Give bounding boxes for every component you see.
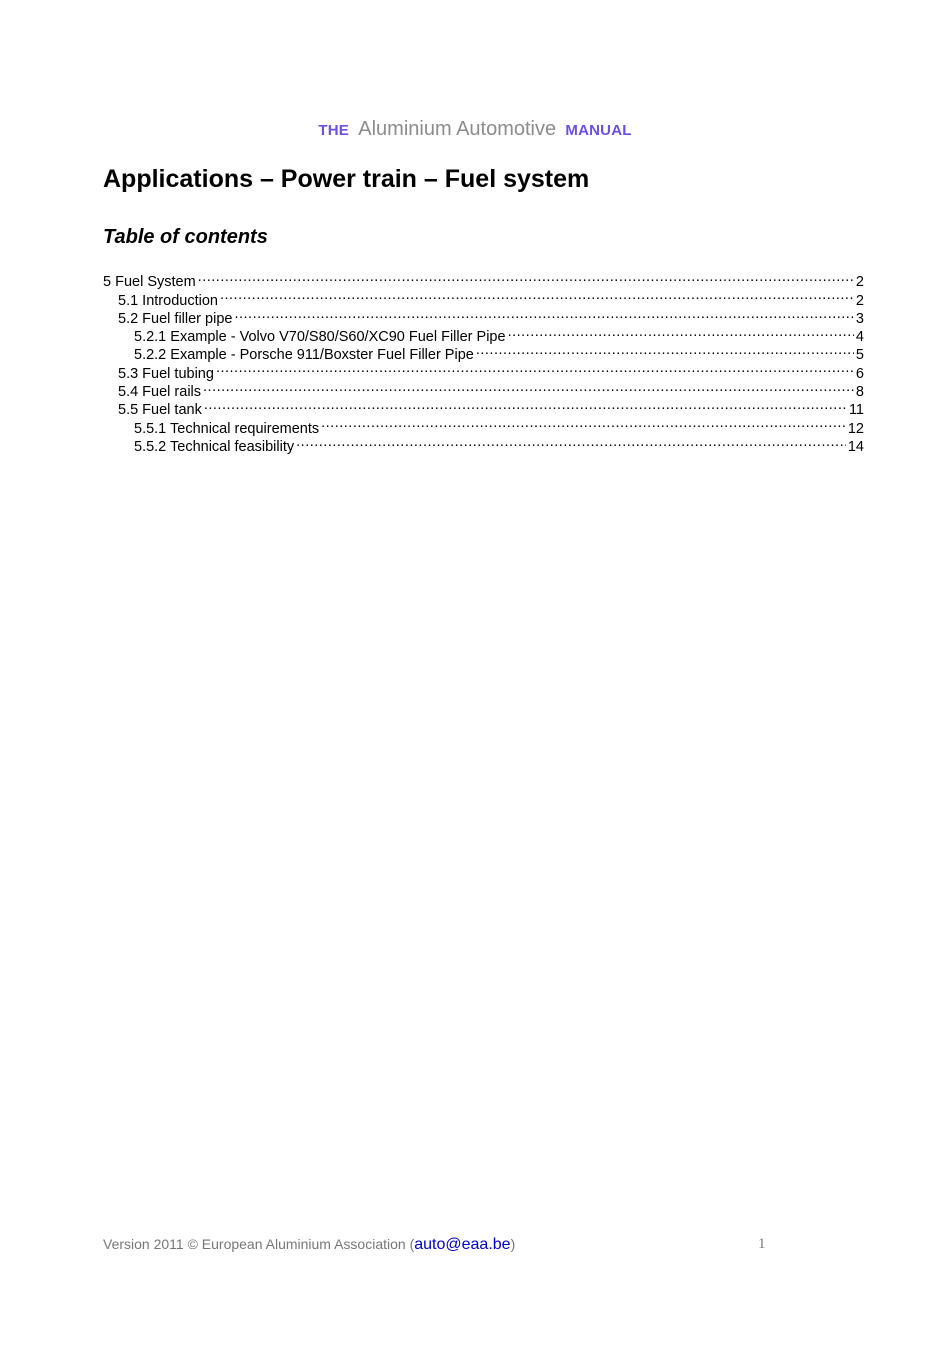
toc-leader-dots <box>321 414 846 432</box>
toc-entry-label: 5.1 Introduction <box>118 292 218 309</box>
toc-leader-dots <box>216 359 854 377</box>
header-main: Aluminium Automotive <box>358 118 557 140</box>
toc-leader-dots <box>234 305 853 323</box>
toc-leader-dots <box>476 341 854 359</box>
page-title: Applications – Power train – Fuel system <box>103 165 590 193</box>
toc-entry-page: 5 <box>855 347 864 364</box>
toc-entry-label: 5.2.2 Example - Porsche 911/Boxster Fuel Filler Pipe <box>134 347 474 364</box>
toc-entry-page: 14 <box>847 438 864 455</box>
toc-entry-label: 5.5.1 Technical requirements <box>134 420 320 437</box>
table-of-contents <box>103 268 864 455</box>
toc-leader-dots <box>508 323 854 341</box>
toc-leader-dots <box>198 268 854 286</box>
toc-entry-label: 5.3 Fuel tubing <box>118 365 214 382</box>
toc-leader-dots <box>220 286 854 304</box>
toc-entry-label: 5.5 Fuel tank <box>118 402 202 419</box>
header-suffix: MANUAL <box>565 122 632 139</box>
toc-entry[interactable] <box>103 378 864 401</box>
toc-entry-page: 8 <box>855 384 864 401</box>
toc-entry-page: 2 <box>855 274 864 291</box>
toc-leader-dots <box>296 433 846 451</box>
page-footer <box>103 1236 515 1254</box>
toc-entry[interactable] <box>103 396 864 419</box>
toc-entry-page: 2 <box>855 292 864 309</box>
toc-entry[interactable] <box>103 286 864 309</box>
toc-entry-page: 11 <box>848 402 864 419</box>
page-number: 1 <box>758 1236 766 1252</box>
toc-entry-label: 5.4 Fuel rails <box>118 384 202 401</box>
toc-entry-page: 4 <box>855 329 864 346</box>
header-prefix: THE <box>318 122 349 139</box>
toc-leader-dots <box>203 378 854 396</box>
toc-entry-page: 6 <box>855 365 864 382</box>
toc-entry-label: 5.2.1 Example - Volvo V70/S80/S60/XC90 Fuel Filler Pipe <box>134 329 506 346</box>
toc-entry-page: 3 <box>855 310 864 327</box>
toc-entry[interactable] <box>103 268 864 291</box>
toc-entry-label: 5 Fuel System <box>103 274 196 291</box>
toc-entry-label: 5.5.2 Technical feasibility <box>134 438 295 455</box>
toc-heading: Table of contents <box>103 226 268 248</box>
toc-entry-page: 12 <box>847 420 864 437</box>
toc-entry[interactable] <box>103 359 864 382</box>
toc-leader-dots <box>204 396 847 414</box>
footer-email-link[interactable]: auto@eaa.be <box>414 1236 511 1253</box>
toc-entry[interactable] <box>103 414 864 437</box>
footer-close-paren: ) <box>510 1236 516 1252</box>
footer-copyright: Version 2011 © European Aluminium Association ( <box>103 1236 415 1252</box>
manual-header <box>0 118 950 141</box>
toc-entry-label: 5.2 Fuel filler pipe <box>118 310 233 327</box>
